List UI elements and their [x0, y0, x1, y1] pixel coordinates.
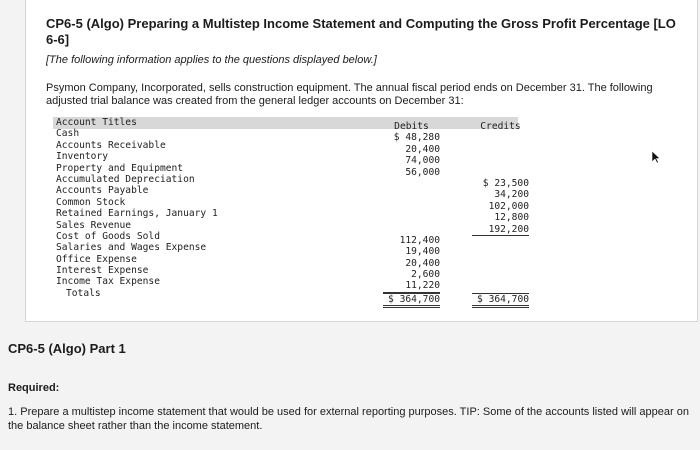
total-credits: $ 364,700 — [472, 293, 529, 308]
required-label: Required: — [8, 382, 60, 394]
account-name: Office Expense — [56, 253, 137, 265]
account-name: Accounts Payable — [56, 185, 149, 197]
debit-cell — [383, 178, 440, 189]
credit-cell — [472, 281, 529, 292]
requirement-text: Prepare a multistep income statement that would be used for external reporting purposes. TIP: Some of the accounts listed will appear on the balance sheet rather than the income statement. — [8, 406, 689, 432]
debits-column — [383, 121, 440, 308]
credit-cell: 102,000 — [488, 200, 529, 212]
credit-cell — [472, 247, 529, 258]
debit-cell — [383, 201, 440, 212]
credit-cell — [472, 155, 529, 166]
account-name: Inventory — [56, 151, 108, 163]
debits-header: Debits — [394, 121, 429, 132]
account-name: Accounts Receivable — [56, 139, 166, 151]
credit-cell — [472, 167, 529, 178]
credit-cell: 34,200 — [494, 189, 529, 201]
credits-header: Credits — [480, 121, 521, 132]
credit-cell — [472, 270, 529, 281]
total-debits: $ 364,700 — [383, 293, 440, 308]
credit-cell — [472, 144, 529, 155]
debit-cell — [383, 189, 440, 200]
debit-cell: 20,400 — [405, 257, 440, 269]
requirement-number: 1. — [8, 406, 18, 418]
credits-column — [472, 121, 529, 308]
trial-balance-table — [53, 117, 529, 305]
debit-cell: 11,220 — [383, 280, 440, 292]
debit-cell: 19,400 — [405, 246, 440, 258]
mouse-pointer-icon — [651, 150, 661, 164]
account-name: Interest Expense — [56, 265, 149, 277]
account-name: Sales Revenue — [56, 219, 132, 231]
credit-cell — [472, 132, 529, 143]
account-name: Common Stock — [56, 196, 126, 208]
credit-cell — [472, 259, 529, 270]
account-titles-column — [56, 117, 218, 299]
problem-title: CP6-5 (Algo) Preparing a Multistep Income Statement and Computing the Gross Profit Percentage [LO 6-6] — [46, 16, 676, 47]
credit-cell: 12,800 — [494, 212, 529, 224]
debit-cell: 2,600 — [411, 269, 440, 281]
debit-cell: $ 48,280 — [393, 132, 440, 144]
part-title: CP6-5 (Algo) Part 1 — [8, 341, 126, 356]
account-name: Property and Equipment — [56, 162, 184, 174]
account-name: Retained Earnings, January 1 — [56, 208, 218, 220]
credit-cell — [472, 236, 529, 247]
debit-cell: 20,400 — [405, 143, 440, 155]
credit-cell: $ 23,500 — [482, 177, 529, 189]
requirement-item — [8, 405, 698, 433]
problem-intro: Psymon Company, Incorporated, sells construction equipment. The annual fiscal period ends on December 31. The following adjusted trial balance was created from the general ledger accounts on December 31: — [46, 82, 653, 107]
info-note: [The following information applies to the questions displayed below.] — [46, 54, 377, 66]
debit-cell: 56,000 — [405, 166, 440, 178]
problem-card — [25, 0, 698, 322]
credit-cell: 192,200 — [472, 224, 529, 236]
debit-cell: 112,400 — [399, 234, 440, 246]
debit-cell — [383, 224, 440, 235]
debit-cell: 74,000 — [405, 155, 440, 167]
account-name: Cost of Goods Sold — [56, 230, 160, 242]
account-name: Income Tax Expense — [56, 276, 160, 288]
debit-cell — [383, 212, 440, 223]
account-name: Salaries and Wages Expense — [56, 242, 207, 254]
totals-label: Totals — [66, 287, 101, 299]
account-titles-header: Account Titles — [56, 117, 137, 128]
account-name: Accumulated Depreciation — [56, 173, 195, 185]
account-name: Cash — [56, 128, 80, 140]
